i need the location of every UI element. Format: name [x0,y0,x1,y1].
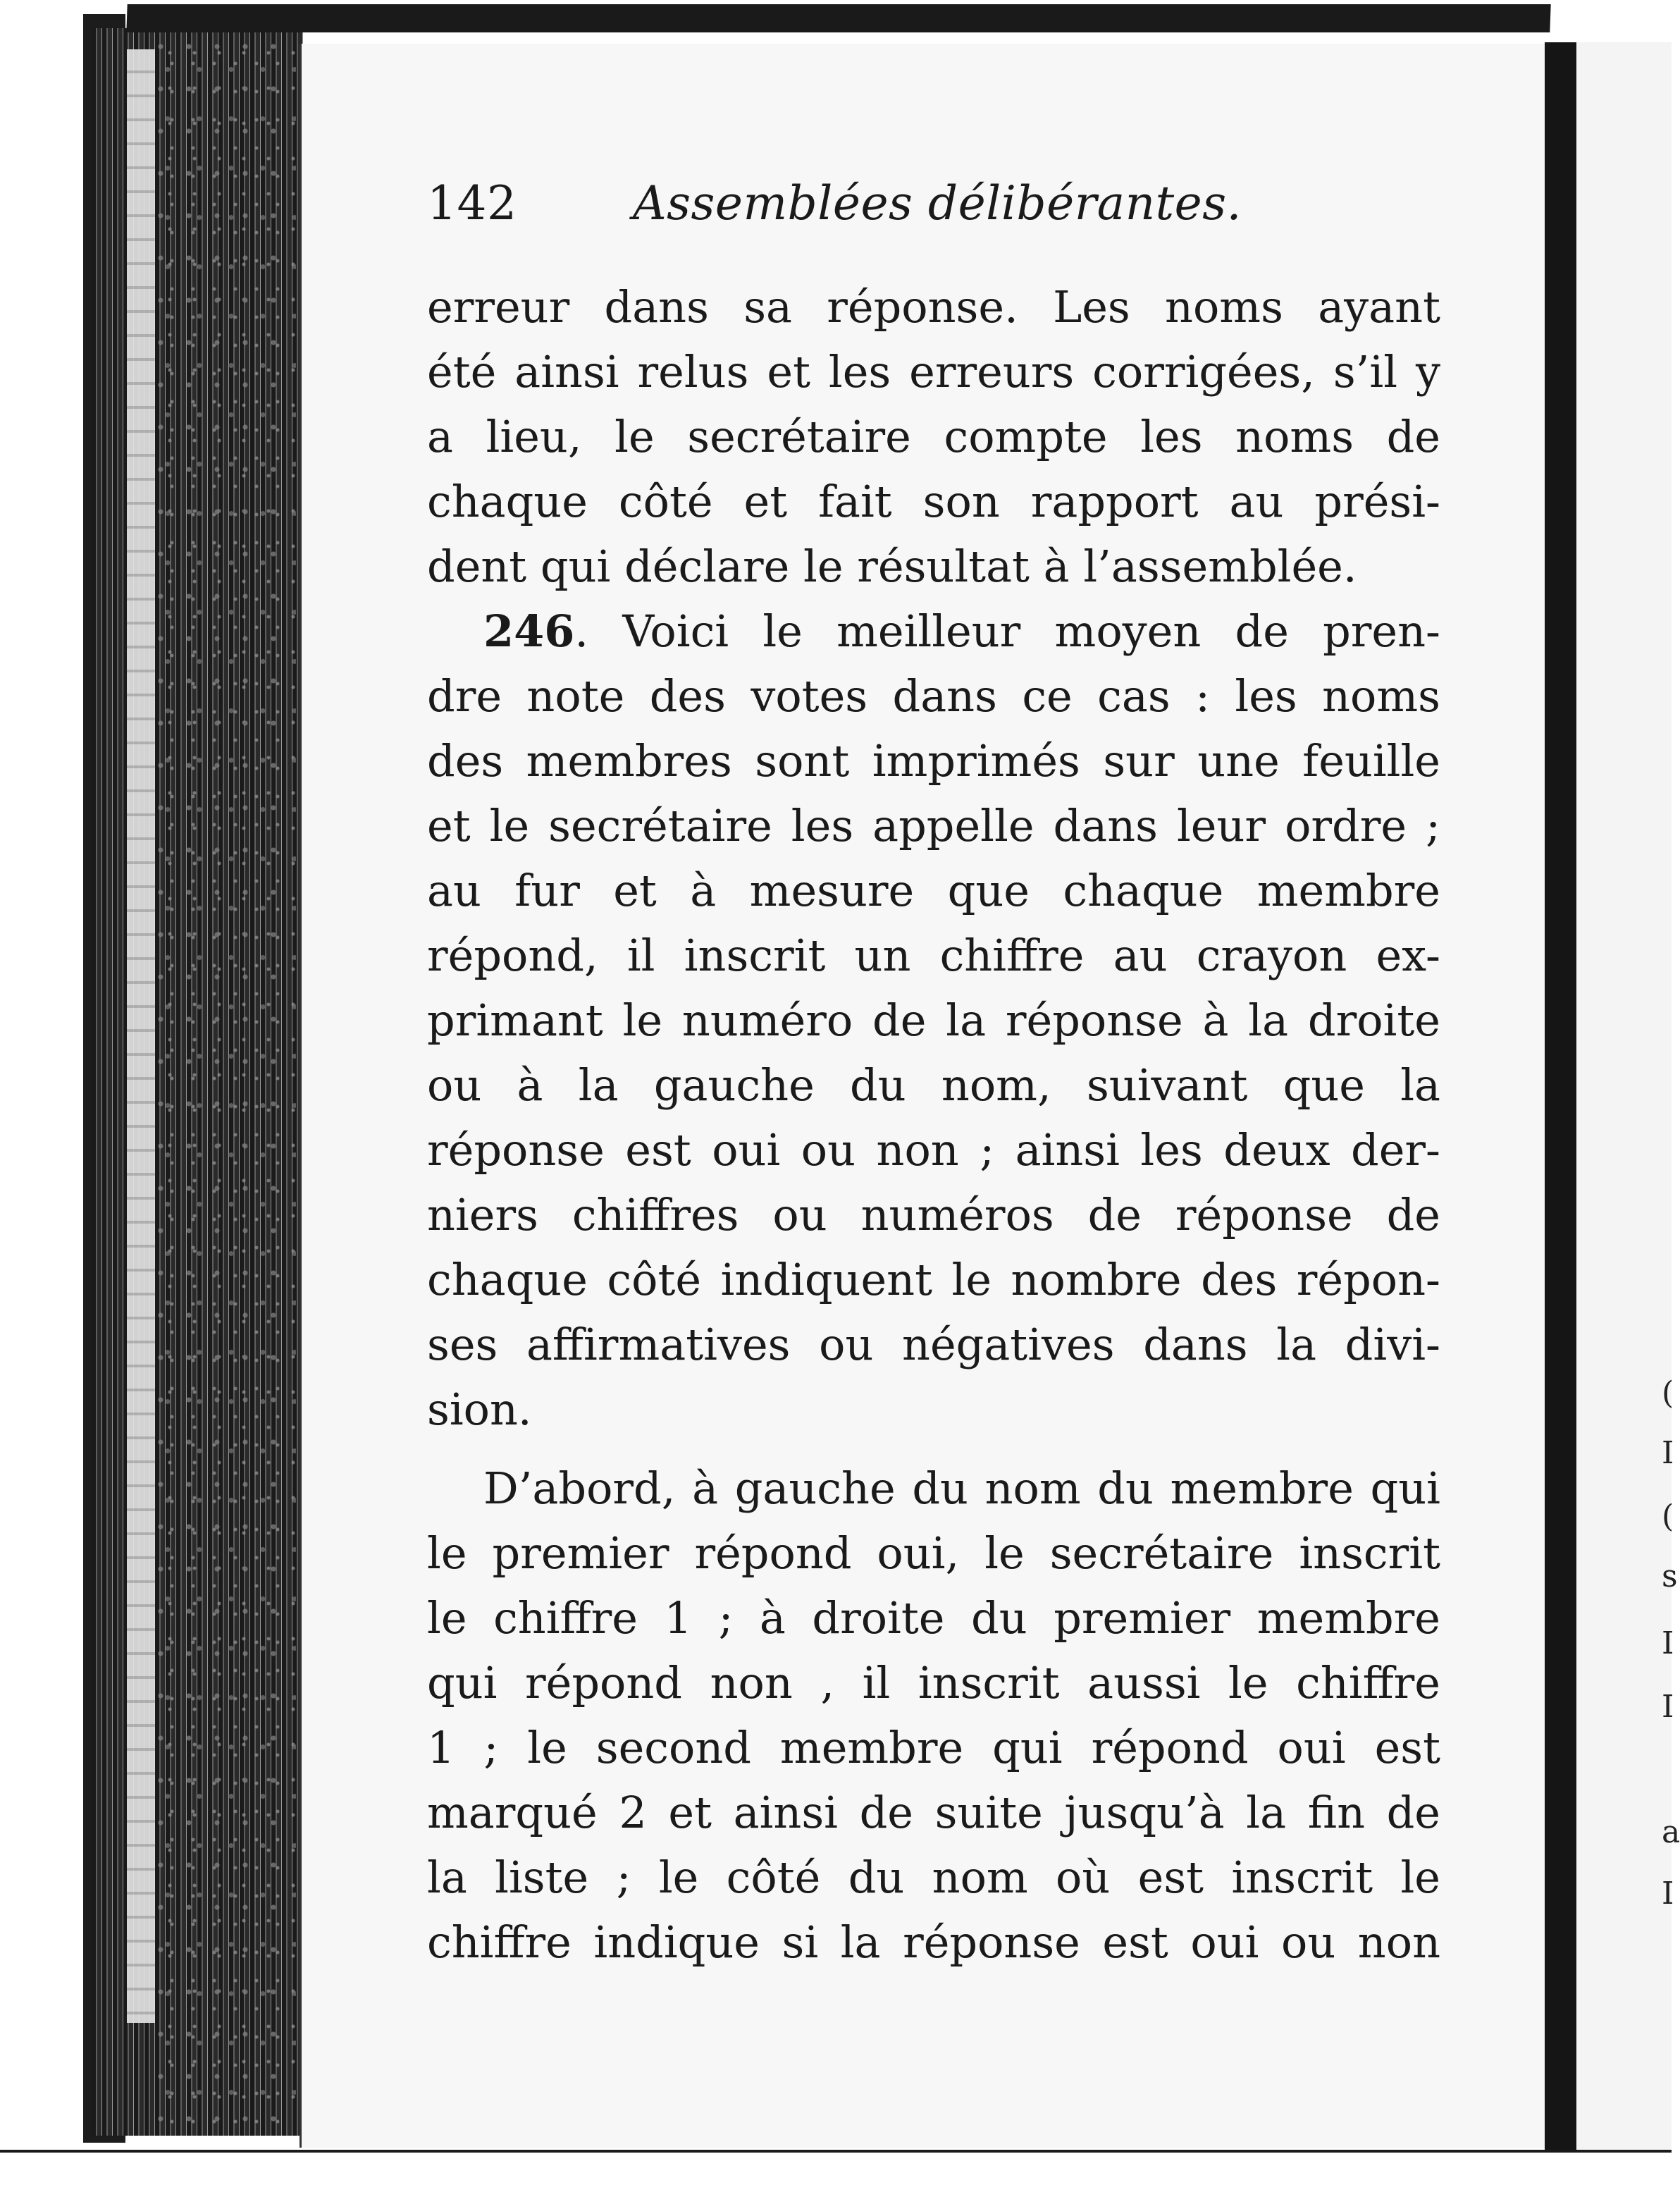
page-edges-highlight [127,49,155,2023]
text-line: qui répond non , il inscrit aussi le chiffre [427,1657,1440,1709]
right-page-char: ( [1662,1498,1674,1534]
text-line: dent qui déclare le résultat à l’assemblée. [427,541,1357,592]
right-page-char: I [1662,1435,1674,1471]
section-first-line [427,599,1440,664]
page-edges-speckle [155,42,296,2129]
right-page-char: I [1662,1625,1674,1661]
text-line: erreur dans sa réponse. Les noms ayant [427,281,1440,333]
paragraph-1 [427,275,1440,599]
text-line: chiffre indique si la réponse est oui ou non [427,1916,1440,1968]
text-line: et le secrétaire les appelle dans leur ordre ; [427,800,1440,851]
paragraph-2 [427,599,1440,1442]
text-line: dre note des votes dans ce cas : les noms [427,670,1440,722]
text-line: marqué 2 et ainsi de suite jusqu’à la fin de [427,1787,1440,1838]
text-line: réponse est oui ou non ; ainsi les deux der- [427,1124,1440,1176]
text-line: D’abord, à gauche du nom du membre qui [483,1463,1440,1514]
text-line: chaque côté et fait son rapport au prési- [427,476,1440,527]
right-page-char: I [1662,1689,1674,1725]
text-line: des membres sont imprimés sur une feuille [427,735,1440,787]
text-line: le premier répond oui, le secrétaire inscrit [427,1527,1440,1579]
book-top-edge [126,4,1550,32]
section-first-line-text: . Voici le meilleur moyen de pren- [574,605,1440,657]
text-line: répond, il inscrit un chiffre au crayon ex- [427,930,1440,981]
right-page-char: s [1662,1558,1678,1594]
gutter-shadow [1545,42,1576,2150]
text-line: sion. [427,1384,532,1435]
paragraph-spacer [427,1442,1440,1456]
text-line: niers chiffres ou numéros de réponse de [427,1189,1440,1241]
right-page-char: a [1662,1814,1680,1850]
text-line: été ainsi relus et les erreurs corrigées, s’il y [427,346,1440,398]
text-line: ou à la gauche du nom, suivant que la [427,1059,1440,1111]
running-title: Assemblées délibérantes. [633,176,1242,230]
paragraph-3 [427,1456,1440,1975]
text-line: a lieu, le secrétaire compte les noms de [427,411,1440,462]
text-line: chaque côté indiquent le nombre des répon- [427,1254,1440,1305]
right-page-char: I [1662,1876,1674,1912]
text-line: le chiffre 1 ; à droite du premier membre [427,1592,1440,1644]
text-line: la liste ; le côté du nom où est inscrit le [427,1852,1440,1903]
right-page-char: ( [1662,1375,1674,1411]
body-text [427,275,1440,1975]
text-line: ses affirmatives ou négatives dans la divi- [427,1319,1440,1370]
text-line: 1 ; le second membre qui répond oui est [427,1722,1440,1773]
right-page-fragment [1576,42,1680,2150]
text-line: au fur et à mesure que chaque membre [427,865,1440,916]
section-number: 246 [483,605,575,657]
scan-bottom-border [0,2150,1672,2185]
text-line: primant le numéro de la réponse à la droite [427,995,1440,1046]
page-number: 142 [427,176,517,230]
